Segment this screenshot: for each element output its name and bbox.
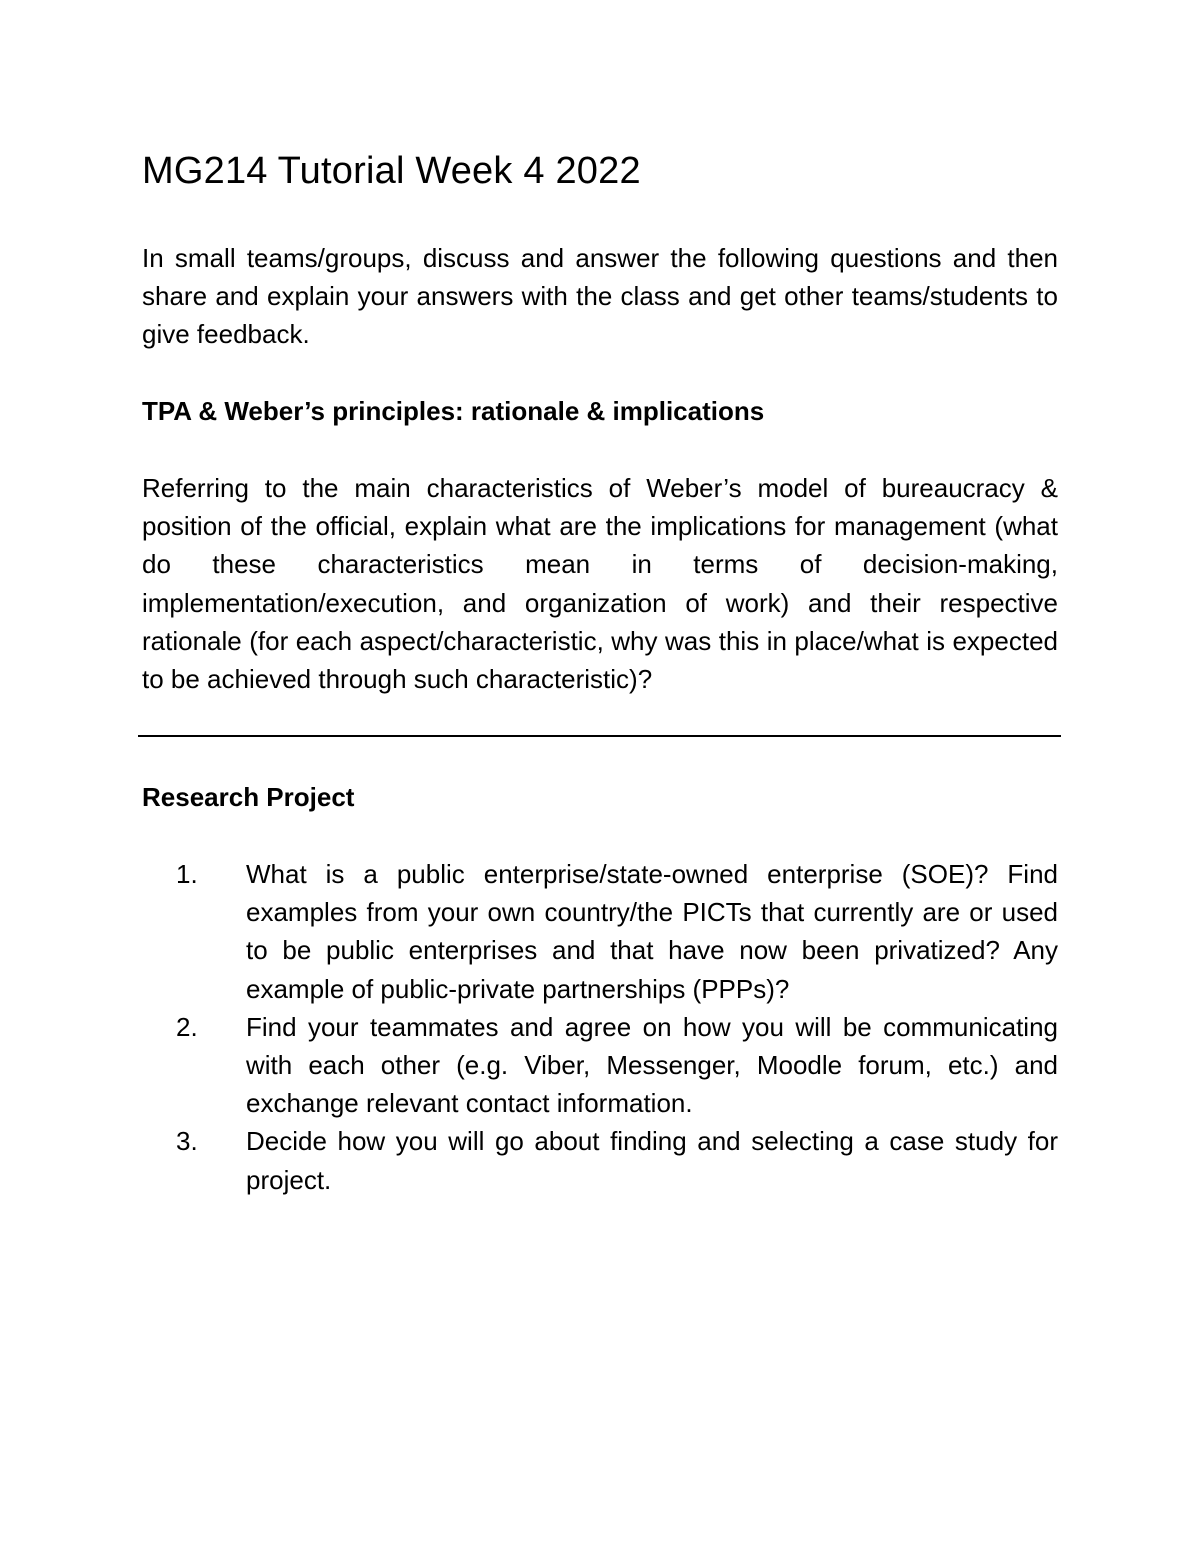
list-item	[142, 855, 1058, 1008]
list-item-number: 2.	[176, 1011, 198, 1042]
list-item	[142, 1008, 1058, 1123]
intro-paragraph: In small teams/groups, discuss and answer the following questions and then share and explain your answers with the class and get other teams/students to give feedback.	[142, 243, 1058, 350]
section-heading-research: Research Project	[142, 782, 355, 812]
list-item-text: What is a public enterprise/state-owned enterprise (SOE)? Find examples from your own country/the PICTs that currently are or used to be public enterprises and that have now been privatized? Any example of public-private partnerships (PPPs)?	[246, 859, 1058, 1004]
list-item-text: Decide how you will go about finding and selecting a case study for project.	[246, 1126, 1058, 1195]
document-title: MG214 Tutorial Week 4 2022	[142, 150, 641, 192]
section-divider	[138, 735, 1061, 737]
list-item-number: 3.	[176, 1126, 198, 1157]
research-task-list	[142, 855, 1058, 1199]
tpa-question-paragraph: Referring to the main characteristics of Weber’s model of bureaucracy & position of the official, explain what are the implications for management (what do these characteristics mean in terms of decision-making, implementation/execution, and organization of work) and their respective rationale (for each aspect/characteristic, why was this in place/what is expected to be achieved through such characteristic)?	[142, 473, 1058, 695]
document-page	[142, 0, 1058, 1553]
list-item-text: Find your teammates and agree on how you will be communicating with each other (e.g. Viber, Messenger, Moodle forum, etc.) and exchange relevant contact information.	[246, 1011, 1058, 1119]
section-heading-tpa: TPA & Weber’s principles: rationale & implications	[142, 396, 765, 426]
list-item	[142, 1122, 1058, 1198]
list-item-number: 1.	[176, 859, 198, 889]
